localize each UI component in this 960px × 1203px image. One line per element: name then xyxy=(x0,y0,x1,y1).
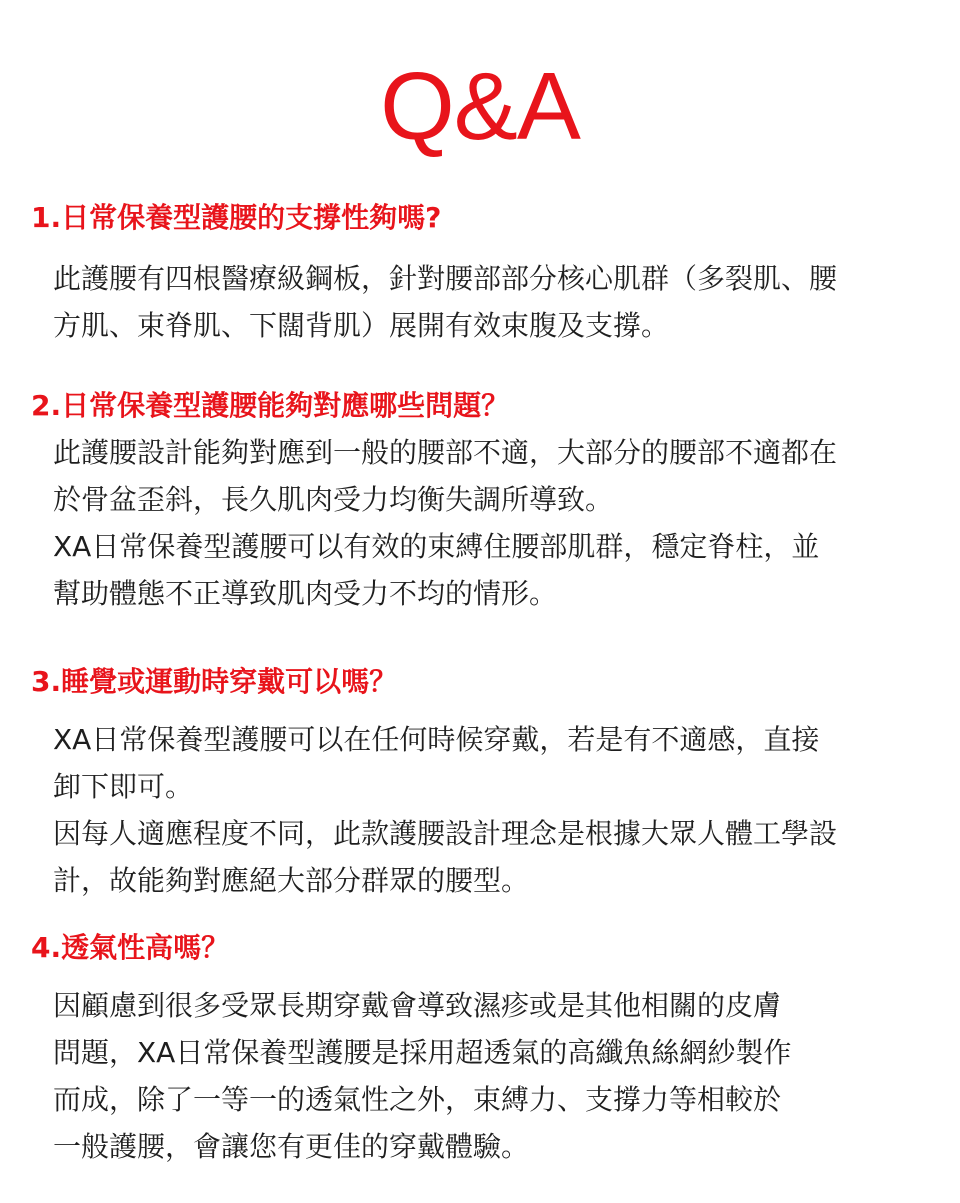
answer-line: 而成，除了一等一的透氣性之外，束縛力、支撐力等相較於 xyxy=(53,1083,782,1116)
qa-item-3 xyxy=(0,662,960,904)
page-title: Q&A xyxy=(380,53,580,160)
answer-text xyxy=(0,255,960,349)
qa-item-1 xyxy=(0,198,960,349)
answer-line: 問題，XA日常保養型護腰是採用超透氣的高纖魚絲網紗製作 xyxy=(53,1036,792,1069)
answer-text xyxy=(0,429,960,617)
answer-line: XA日常保養型護腰可以有效的束縛住腰部肌群，穩定脊柱，並 xyxy=(53,530,820,563)
answer-line: 此護腰有四根醫療級鋼板，針對腰部部分核心肌群（多裂肌、腰 xyxy=(53,262,838,295)
answer-line: 此護腰設計能夠對應到一般的腰部不適，大部分的腰部不適都在 xyxy=(53,436,838,469)
answer-line: XA日常保養型護腰可以在任何時候穿戴，若是有不適感，直接 xyxy=(53,723,820,756)
qa-item-2 xyxy=(0,386,960,617)
answer-line: 因每人適應程度不同，此款護腰設計理念是根據大眾人體工學設 xyxy=(53,817,838,850)
question-heading: 3.睡覺或運動時穿戴可以嗎？ xyxy=(31,665,398,698)
question-heading: 2.日常保養型護腰能夠對應哪些問題？ xyxy=(31,389,510,422)
answer-line: 幫助體態不正導致肌肉受力不均的情形。 xyxy=(53,577,558,610)
qa-item-4 xyxy=(0,928,960,1170)
answer-line: 計，故能夠對應絕大部分群眾的腰型。 xyxy=(53,864,530,897)
answer-line: 一般護腰，會讓您有更佳的穿戴體驗。 xyxy=(53,1130,530,1163)
answer-line: 卸下即可。 xyxy=(53,770,194,803)
answer-line: 因顧慮到很多受眾長期穿戴會導致濕疹或是其他相關的皮膚 xyxy=(53,989,782,1022)
question-heading: 4.透氣性高嗎？ xyxy=(31,931,230,964)
answer-text xyxy=(0,716,960,904)
answer-text xyxy=(0,982,960,1170)
answer-line: 於骨盆歪斜，長久肌肉受力均衡失調所導致。 xyxy=(53,483,614,516)
answer-line: 方肌、束脊肌、下闊背肌）展開有效束腹及支撐。 xyxy=(53,309,670,342)
question-heading: 1.日常保養型護腰的支撐性夠嗎? xyxy=(31,201,442,234)
